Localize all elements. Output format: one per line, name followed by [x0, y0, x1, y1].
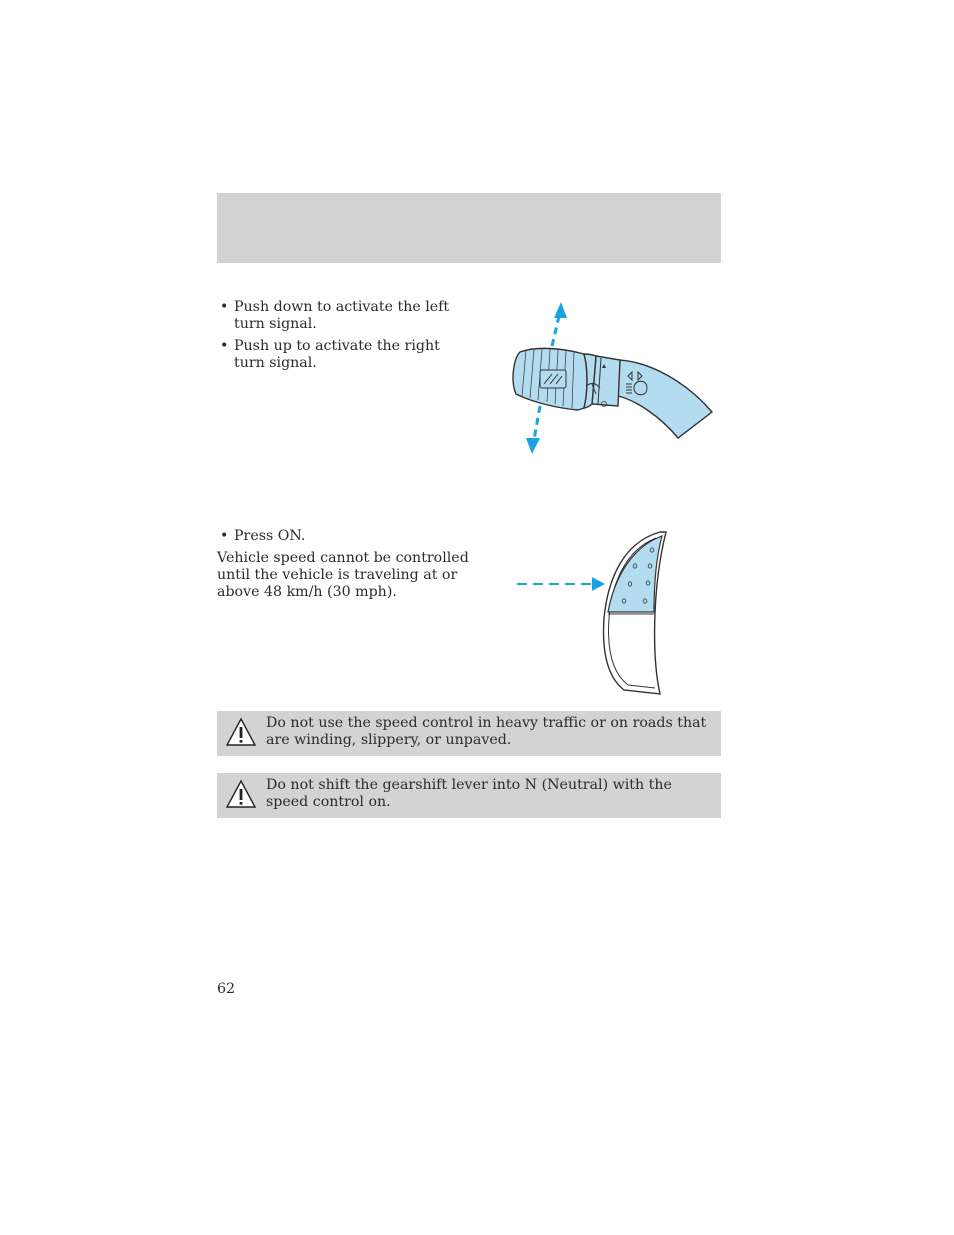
warning-text: Do not shift the gearshift lever into N (Neutral) with the speed control on. [266, 777, 672, 810]
push-down-arrow-line [534, 406, 540, 440]
bullet-icon: • [220, 528, 229, 544]
push-up-arrow-head [554, 302, 567, 318]
warning-box-heavy-traffic [217, 711, 721, 756]
list-item: • Press ON. [220, 528, 306, 544]
turn-signal-bullet-list [217, 299, 472, 372]
press-arrow-head [592, 577, 605, 591]
turn-signal-instructions [217, 299, 472, 377]
front-wiper-icon [540, 370, 566, 388]
speed-control-note: Vehicle speed cannot be controlled until the vehicle is traveling at or above 48 km/h (30 mph). [217, 550, 469, 600]
list-item: • Push up to activate the right turn signal. [220, 338, 440, 371]
list-item: • Push down to activate the left turn signal. [220, 299, 450, 332]
bullet-icon: • [220, 299, 229, 315]
warning-box-neutral-gear [217, 773, 721, 818]
speed-control-instructions [217, 528, 472, 601]
lever-collar [592, 356, 620, 406]
turn-signal-lever-illustration [500, 296, 720, 460]
warning-text: Do not use the speed control in heavy traffic or on roads that are winding, slippery, or unpaved. [266, 715, 707, 748]
bullet-icon: • [220, 338, 229, 354]
speed-control-switch-illustration [512, 528, 672, 698]
push-down-arrow-head [526, 438, 540, 454]
speed-control-bullet-list [217, 528, 472, 545]
section-header-band [217, 193, 721, 263]
page-number: 62 [217, 981, 236, 997]
warning-triangle-icon [225, 717, 257, 747]
lever-stalk [610, 360, 712, 438]
warning-triangle-icon [225, 779, 257, 809]
